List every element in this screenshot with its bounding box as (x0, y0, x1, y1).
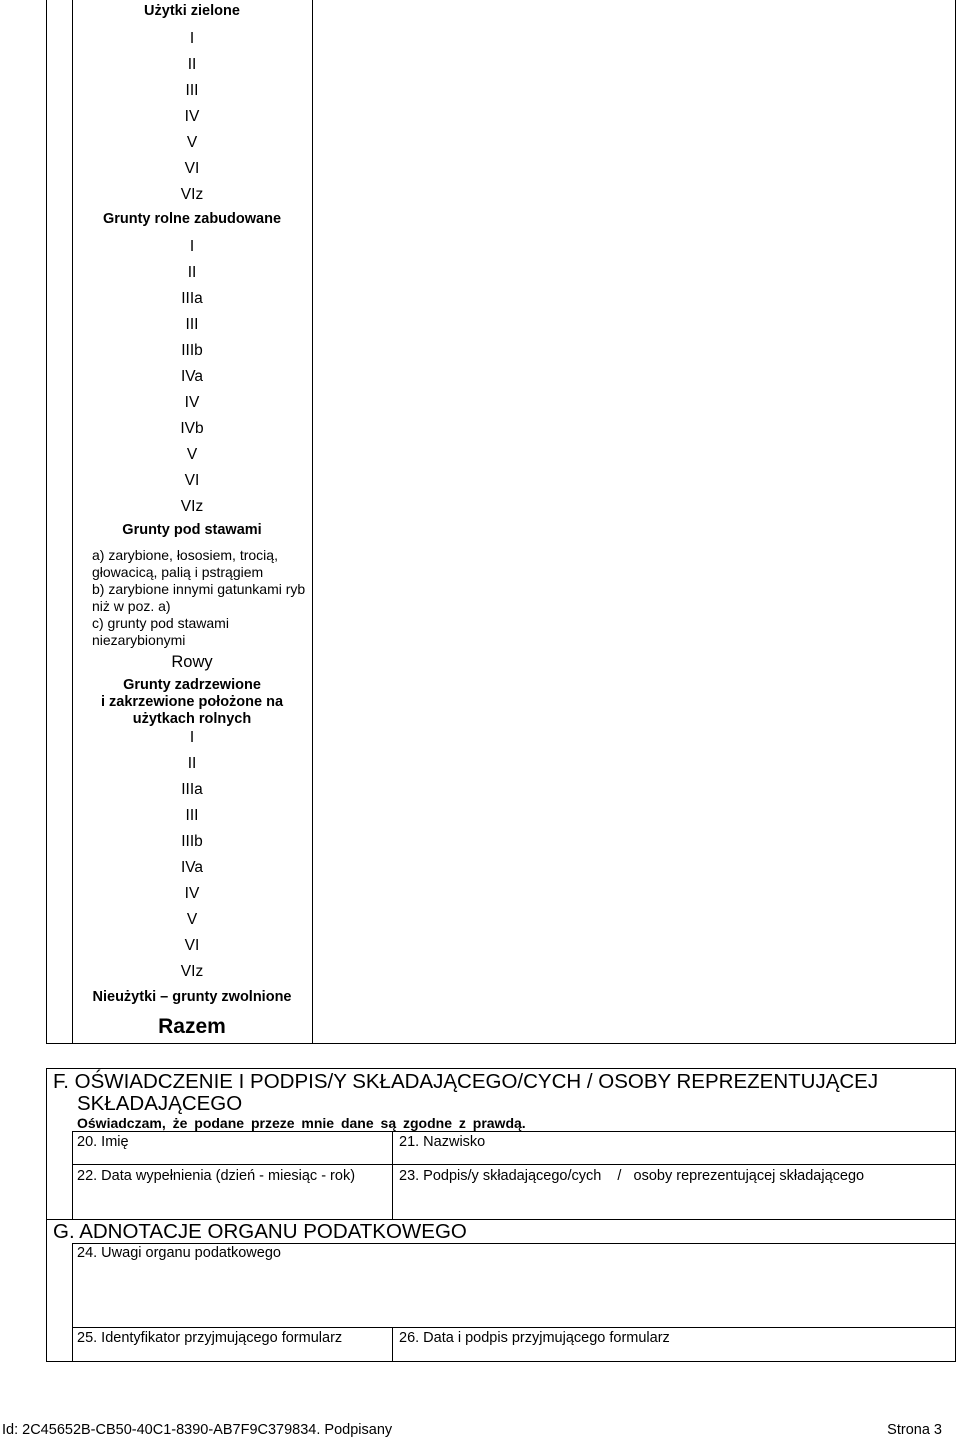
ditches-label: Rowy (171, 653, 213, 671)
wooded-line3: użytkach rolnych (132, 711, 252, 727)
field-24-remarks[interactable]: 24. Uwagi organu podatkowego (77, 1245, 281, 1261)
section-g-inner-left (72, 1243, 73, 1362)
built-class: V (186, 446, 198, 463)
wooded-class: VI (184, 937, 200, 954)
wooded-line2: i zakrzewione położone na (100, 694, 284, 710)
built-class: VIz (180, 498, 204, 515)
ponds-b-line2: niż w poz. a) (92, 598, 171, 614)
uz-class: VIz (180, 186, 204, 203)
table-border-right (955, 0, 956, 1044)
ponds-c-line2: niezarybionymi (92, 632, 186, 648)
wooded-class: II (187, 755, 197, 772)
built-class: IVb (180, 420, 204, 437)
field-21-last-name[interactable]: 21. Nazwisko (399, 1134, 486, 1150)
table-border-left (46, 0, 47, 1044)
field-25-receiver-id[interactable]: 25. Identyfikator przyjmującego formularz (77, 1330, 343, 1346)
wooded-class: IIIb (181, 833, 203, 850)
uz-class: V (186, 134, 198, 151)
table-border-bottom (46, 1043, 956, 1044)
section-f-title-line1: F. OŚWIADCZENIE I PODPIS/Y SKŁADAJĄCEGO/CYCH / OSOBY REPREZENTUJĄCEJ (53, 1070, 879, 1093)
field-22-fill-date[interactable]: 22. Data wypełnienia (dzień - miesiąc - rok) (77, 1168, 356, 1184)
uz-class: I (189, 30, 195, 47)
uz-header: Użytki zielone (144, 3, 240, 19)
wooded-class: IIIa (181, 781, 203, 798)
built-class: IVa (180, 368, 204, 385)
uz-class: II (187, 56, 197, 73)
ponds-a-line1: a) zarybione, łososiem, trocią, (92, 547, 278, 563)
wooded-line1: Grunty zadrzewione (123, 677, 261, 693)
ponds-c-line1: c) grunty pod stawami (92, 615, 229, 631)
section-f-title-line2: SKŁADAJĄCEGO (77, 1092, 243, 1115)
built-class: VI (184, 472, 200, 489)
ponds-b-line1: b) zarybione innymi gatunkami ryb (92, 581, 306, 597)
section-g-hline-top (72, 1243, 956, 1244)
field-20-first-name[interactable]: 20. Imię (77, 1134, 129, 1150)
ponds-a-line2: głowacicą, palią i pstrągiem (92, 564, 264, 580)
footer-page-number: Strona 3 (887, 1422, 942, 1438)
section-f-hline2 (72, 1164, 956, 1165)
footer-id-text: Id: 2C45652B-CB50-40C1-8390-AB7F9C379834. Podpisany (2, 1422, 393, 1438)
field-23-signature[interactable]: 23. Podpis/y składającego/cych / osoby reprezentującej składającego (399, 1168, 865, 1184)
wooded-class: III (185, 807, 199, 824)
uz-class: IV (184, 108, 200, 125)
uz-class: III (185, 82, 199, 99)
built-class: IIIb (181, 342, 203, 359)
wooded-class: I (189, 729, 195, 746)
section-g-vline (392, 1327, 393, 1362)
wooded-class: IVa (180, 859, 204, 876)
built-class: III (185, 316, 199, 333)
built-class: IV (184, 394, 200, 411)
table-border-mid (312, 0, 313, 1044)
wasteland-label: Nieużytki – grunty zwolnione (92, 989, 292, 1005)
built-header: Grunty rolne zabudowane (102, 211, 282, 227)
wooded-class: IV (184, 885, 200, 902)
section-g-title: G. ADNOTACJE ORGANU PODATKOWEGO (53, 1220, 467, 1243)
uz-class: VI (184, 160, 200, 177)
wooded-class: VIz (180, 963, 204, 980)
ponds-header: Grunty pod stawami (122, 522, 262, 538)
section-f-vline (392, 1131, 393, 1220)
field-26-receiver-date-signature[interactable]: 26. Data i podpis przyjmującego formularz (399, 1330, 670, 1346)
total-label: Razem (158, 1015, 226, 1038)
built-class: II (187, 264, 197, 281)
section-f-inner-left (72, 1131, 73, 1220)
declaration-text: Oświadczam, że podane przeze mnie dane są zgodne z prawdą. (77, 1115, 526, 1131)
built-class: IIIa (181, 290, 203, 307)
wooded-class: V (186, 911, 198, 928)
built-class: I (189, 238, 195, 255)
section-g-hline-mid (72, 1327, 956, 1328)
